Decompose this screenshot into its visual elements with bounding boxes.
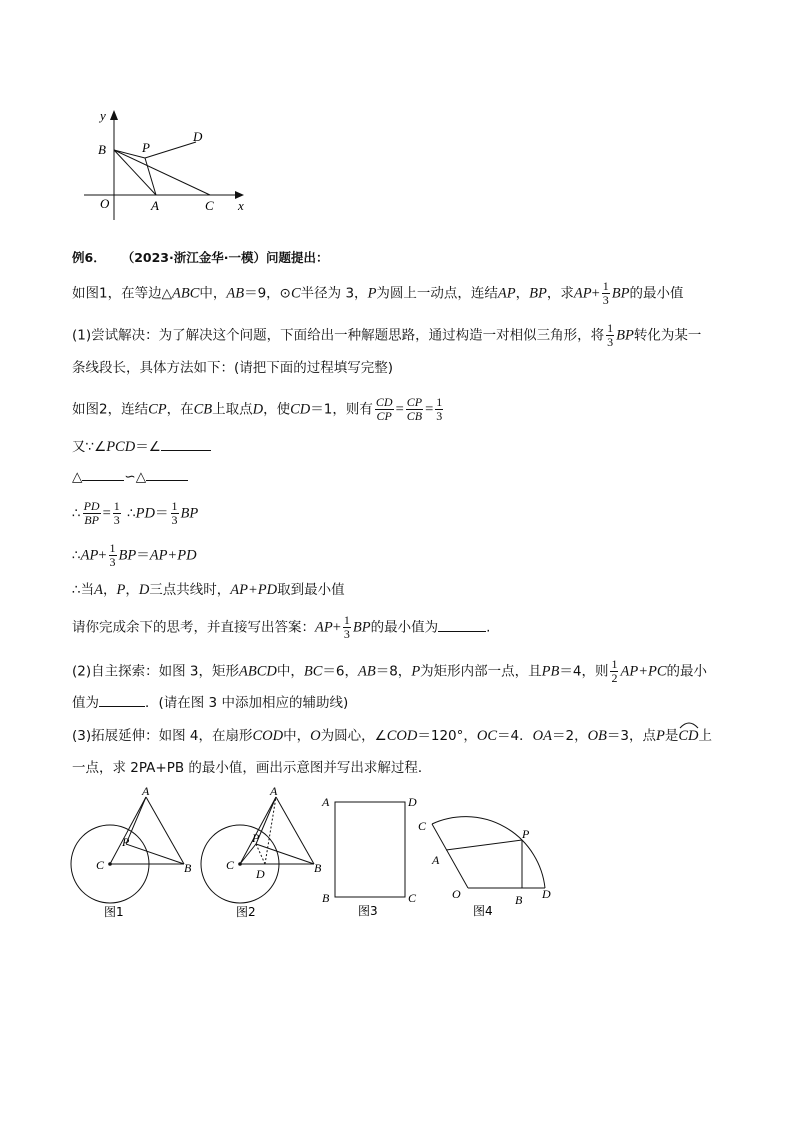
math: CD bbox=[290, 401, 311, 418]
math: A bbox=[94, 582, 103, 598]
q1-line1 bbox=[72, 322, 701, 349]
math: BP bbox=[529, 285, 547, 302]
text: (3)拓展延伸：如图 4，在扇形 bbox=[72, 728, 253, 744]
math: AP+PC bbox=[620, 663, 667, 680]
text: 的最小值 bbox=[629, 285, 684, 302]
math: BP bbox=[611, 285, 630, 302]
fig2-label-d: D bbox=[256, 867, 265, 881]
math: OA bbox=[532, 728, 552, 744]
fig2-label-p: P bbox=[252, 831, 260, 845]
math: AB bbox=[358, 663, 376, 680]
math: COD bbox=[386, 728, 418, 744]
text: 中， bbox=[199, 285, 227, 302]
fig2-label-c: C bbox=[226, 858, 235, 872]
point-label-d: D bbox=[193, 129, 203, 144]
figures-row bbox=[60, 782, 580, 927]
example-heading bbox=[72, 248, 328, 268]
q1-line9 bbox=[72, 614, 490, 641]
point-label-p: P bbox=[142, 140, 150, 155]
text: ＝1，则有 bbox=[310, 401, 373, 418]
q2-line2 bbox=[72, 692, 348, 713]
fig1-label-p: P bbox=[122, 835, 130, 849]
fraction: $\frac{1}{3}$ bbox=[436, 395, 443, 423]
text: 为圆上一动点，连结 bbox=[376, 285, 498, 302]
answer-blank[interactable] bbox=[99, 692, 145, 707]
math: PCD bbox=[106, 439, 136, 455]
math: AB bbox=[226, 285, 245, 302]
coordinate-figure bbox=[78, 100, 258, 220]
fraction: $\frac{CP}{CB}$ bbox=[406, 395, 423, 423]
math: AP bbox=[573, 285, 592, 302]
text: ， bbox=[515, 285, 530, 302]
q1-line6 bbox=[72, 500, 198, 527]
figure-2 bbox=[201, 784, 322, 919]
fig3-caption: 图3 bbox=[358, 904, 378, 918]
example-number: 例6． bbox=[72, 250, 106, 265]
text: 中， bbox=[276, 663, 304, 680]
fig4-label-b: B bbox=[515, 893, 523, 907]
math: BP bbox=[352, 619, 371, 636]
fraction: $\frac{1}{3}$ bbox=[343, 613, 350, 641]
fraction: $\frac{1}{3}$ bbox=[113, 499, 120, 527]
text: ， bbox=[125, 582, 139, 598]
fig2-caption: 图2 bbox=[236, 905, 256, 919]
math: D bbox=[138, 582, 150, 598]
fraction: $\frac{1}{3}$ bbox=[171, 499, 178, 527]
math: OB bbox=[587, 728, 607, 744]
q1-line2 bbox=[72, 358, 393, 378]
text: ＝120°， bbox=[417, 728, 477, 744]
fig1-label-c: C bbox=[96, 858, 105, 872]
math: BP bbox=[118, 547, 137, 564]
fig4-label-c: C bbox=[418, 819, 427, 833]
math: AP+PD bbox=[230, 582, 278, 598]
math: BP bbox=[616, 327, 634, 344]
text: ， bbox=[102, 582, 117, 598]
math: P bbox=[656, 728, 665, 744]
fig2-label-a: A bbox=[270, 784, 278, 798]
text: ＝4，则 bbox=[559, 663, 609, 680]
math: + bbox=[98, 547, 107, 564]
math: AP+PD bbox=[149, 547, 197, 564]
text: 又∵∠ bbox=[72, 439, 107, 455]
text: 一点，求 2PA+PB 的最小值，画出示意图并写出求解过程． bbox=[72, 760, 432, 776]
answer-blank[interactable] bbox=[161, 436, 211, 451]
text: (2)自主探索：如图 3，矩形 bbox=[72, 663, 240, 680]
text: ＝6， bbox=[322, 663, 358, 680]
q3-line1 bbox=[72, 726, 712, 746]
math: BP bbox=[180, 505, 199, 522]
fraction: $\frac{1}{2}$ bbox=[611, 657, 618, 685]
text: 值为 bbox=[72, 695, 99, 711]
math: CB bbox=[193, 401, 213, 418]
fig3-label-d: D bbox=[408, 795, 417, 809]
fig3-label-a: A bbox=[322, 795, 330, 809]
text: ，在 bbox=[166, 401, 194, 418]
math: CP bbox=[148, 401, 167, 418]
text: 请你完成余下的思考，并直接写出答案： bbox=[72, 619, 315, 636]
answer-blank[interactable] bbox=[82, 466, 124, 481]
x-axis-label: x bbox=[238, 198, 244, 213]
math: AP bbox=[80, 547, 99, 564]
text: (1)尝试解决：为了解决这个问题，下面给出一种解题思路，通过构造一对相似三角形，将 bbox=[72, 327, 605, 344]
text: 的最小值为 bbox=[370, 619, 439, 636]
text: 如图2，连结 bbox=[72, 401, 149, 418]
q1-line8 bbox=[72, 580, 345, 600]
y-axis-label: y bbox=[100, 108, 106, 123]
point-label-a: A bbox=[151, 198, 159, 213]
fraction: $\frac{1}{3}$ bbox=[607, 321, 614, 349]
q1-line4 bbox=[72, 436, 211, 457]
math: P bbox=[411, 663, 421, 680]
math: P bbox=[116, 582, 126, 598]
math: PB bbox=[541, 663, 560, 680]
fig4-label-p: P bbox=[522, 827, 530, 841]
text: 为矩形内部一点，且 bbox=[420, 663, 542, 680]
math: + bbox=[332, 619, 341, 636]
fig1-label-b: B bbox=[184, 861, 192, 875]
fig4-label-d: D bbox=[542, 887, 551, 901]
q1-line7 bbox=[72, 542, 197, 569]
problem-statement bbox=[72, 280, 683, 307]
text: 取到最小值 bbox=[277, 582, 345, 598]
math: = bbox=[395, 401, 404, 418]
math: P bbox=[367, 285, 377, 302]
math: OC bbox=[476, 728, 498, 744]
math: O bbox=[310, 728, 321, 744]
math: AP bbox=[315, 619, 333, 636]
math: = bbox=[102, 505, 111, 522]
arc-cd: CD bbox=[678, 726, 698, 746]
text: ＝2， bbox=[551, 728, 588, 744]
text: ，求 bbox=[546, 285, 574, 302]
text: 是 bbox=[664, 728, 679, 744]
answer-blank[interactable] bbox=[146, 466, 188, 481]
text: ∴ bbox=[122, 505, 136, 522]
text: 的最小 bbox=[666, 663, 708, 680]
math: C bbox=[291, 285, 301, 302]
text: 如图1，在等边△ bbox=[72, 285, 172, 302]
point-label-c: C bbox=[205, 198, 214, 213]
text: ＝ bbox=[155, 505, 169, 522]
text: △ bbox=[72, 469, 83, 485]
text: 为圆心，∠ bbox=[320, 728, 387, 744]
fig4-label-a: A bbox=[432, 853, 440, 867]
q1-line5 bbox=[72, 466, 188, 487]
fig2-label-b: B bbox=[314, 861, 322, 875]
fig3-label-b: B bbox=[322, 891, 330, 905]
origin-label: O bbox=[100, 196, 110, 211]
fraction: $\frac{CD}{CP}$ bbox=[375, 395, 393, 423]
text: ．(请在图 3 中添加相应的辅助线) bbox=[145, 695, 349, 711]
point-label-b: B bbox=[98, 142, 106, 157]
text: 上 bbox=[698, 728, 713, 744]
figure-3 bbox=[321, 795, 417, 918]
text: ＝9，⊙ bbox=[244, 285, 291, 302]
math: ABCD bbox=[239, 663, 277, 680]
text: ∽△ bbox=[124, 469, 147, 485]
math: BC bbox=[303, 663, 323, 680]
text: ∴当 bbox=[72, 582, 95, 598]
math: AP bbox=[497, 285, 516, 302]
math: PD bbox=[135, 505, 156, 522]
answer-blank[interactable] bbox=[438, 617, 486, 632]
text: ＝4． bbox=[497, 728, 533, 744]
text: 半径为 3， bbox=[300, 285, 368, 302]
math: ABC bbox=[171, 285, 200, 302]
text: . bbox=[486, 619, 491, 636]
fig3-label-c: C bbox=[408, 891, 417, 905]
fig1-label-a: A bbox=[142, 784, 150, 798]
text: 条线段长，具体方法如下：(请把下面的过程填写完整) bbox=[72, 360, 394, 376]
math: = bbox=[425, 401, 434, 418]
text: ＝8， bbox=[375, 663, 412, 680]
math: D bbox=[252, 401, 264, 418]
fraction: $\frac{1}{3}$ bbox=[109, 541, 116, 569]
fraction: $\frac{1}{3}$ bbox=[602, 279, 609, 307]
q3-line2 bbox=[72, 758, 431, 778]
math: COD bbox=[252, 728, 284, 744]
text: 转化为某一 bbox=[633, 327, 702, 344]
text: ，使 bbox=[263, 401, 291, 418]
text: ∴ bbox=[72, 505, 81, 522]
example-source: （2023·浙江金华·一模）问题提出： bbox=[121, 250, 329, 265]
figure-1 bbox=[71, 784, 192, 919]
q1-line3 bbox=[72, 396, 445, 423]
text: ＝ bbox=[136, 547, 150, 564]
fraction: $\frac{PD}{BP}$ bbox=[83, 499, 100, 527]
q2-line1 bbox=[72, 658, 707, 685]
text: ＝∠ bbox=[135, 439, 161, 455]
text: ∴ bbox=[72, 547, 81, 564]
fig1-caption: 图1 bbox=[104, 905, 124, 919]
text: 上取点 bbox=[212, 401, 253, 418]
arc-mark-icon bbox=[679, 721, 699, 729]
text: 中， bbox=[283, 728, 311, 744]
math: + bbox=[591, 285, 600, 302]
figure-4 bbox=[418, 817, 551, 918]
fig4-caption: 图4 bbox=[473, 904, 493, 918]
text: 三点共线时， bbox=[149, 582, 231, 598]
text: ＝3，点 bbox=[606, 728, 657, 744]
fig4-label-o: O bbox=[452, 887, 461, 901]
